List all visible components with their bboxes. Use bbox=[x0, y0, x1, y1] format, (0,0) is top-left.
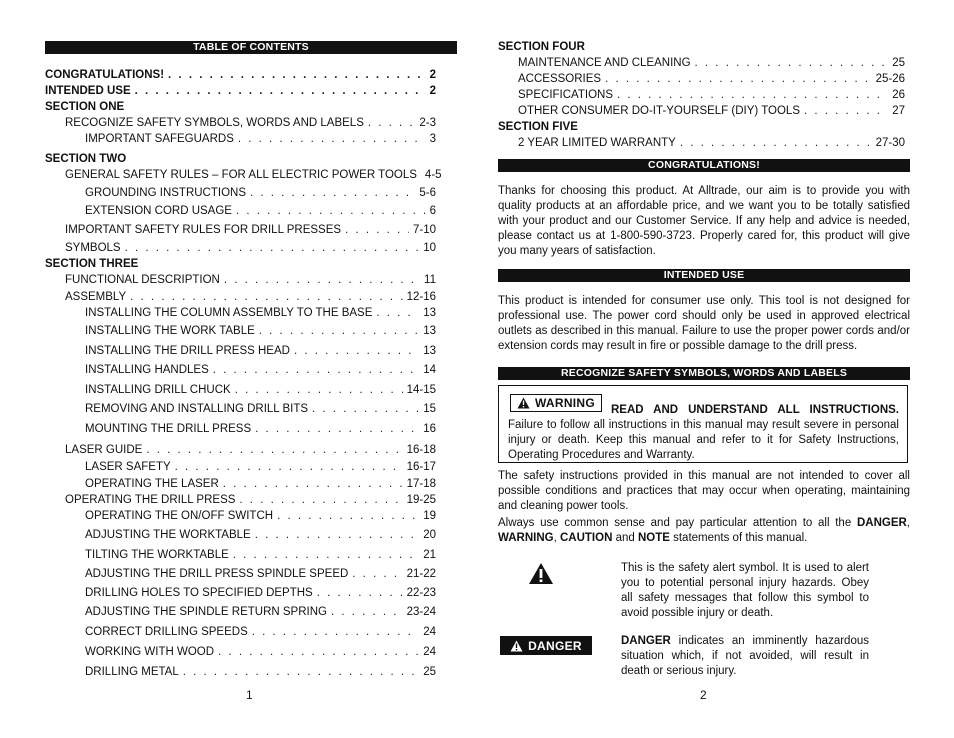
toc-leader-dots bbox=[259, 324, 419, 338]
toc-entry[interactable] bbox=[85, 383, 436, 397]
toc-entry-page: 27 bbox=[892, 105, 905, 117]
toc-entry-page: 25 bbox=[892, 57, 905, 69]
toc-leader-dots bbox=[125, 241, 420, 255]
toc-leader-dots bbox=[250, 186, 415, 200]
toc-entry-page: 14 bbox=[423, 364, 436, 376]
toc-entry-page: 13 bbox=[423, 325, 436, 337]
toc-entry-page: 7-10 bbox=[412, 224, 436, 236]
toc-entry-label: INSTALLING THE COLUMN ASSEMBLY TO THE BASE bbox=[85, 307, 373, 319]
toc-entry[interactable] bbox=[45, 84, 436, 98]
toc-entry[interactable] bbox=[85, 402, 436, 416]
toc-entry-label: OPERATING THE DRILL PRESS bbox=[65, 494, 236, 506]
toc-entry[interactable] bbox=[85, 645, 436, 659]
toc-leader-dots bbox=[130, 290, 402, 304]
toc-entry-page: 24 bbox=[423, 646, 436, 658]
toc-leader-dots bbox=[368, 116, 416, 130]
toc-entry[interactable] bbox=[65, 273, 436, 287]
toc-entry[interactable] bbox=[65, 493, 436, 507]
toc-leader-dots bbox=[294, 344, 419, 358]
toc-entry-page: 11 bbox=[424, 274, 436, 286]
toc-entry-page: 16-18 bbox=[406, 444, 436, 456]
toc-entry[interactable] bbox=[85, 306, 436, 320]
toc-entry[interactable] bbox=[65, 116, 436, 130]
toc-entry-page: 4-5 bbox=[424, 169, 442, 181]
toc-leader-dots bbox=[317, 586, 403, 600]
safety-text-1: The safety instructions provided in this manual are not intended to cover all possible conditions and practices that may occur when operating, maintaining and cleaning power tools. bbox=[498, 470, 910, 512]
toc-entry-page: 26 bbox=[892, 89, 905, 101]
toc-entry[interactable] bbox=[85, 422, 436, 436]
toc-entry[interactable] bbox=[85, 363, 436, 377]
alert-triangle-icon bbox=[510, 640, 523, 652]
toc-leader-dots bbox=[135, 84, 426, 98]
toc-entry-page: 15 bbox=[423, 403, 436, 415]
toc-leader-dots bbox=[146, 443, 402, 457]
toc-entry[interactable] bbox=[65, 241, 436, 255]
toc-entry-label: IMPORTANT SAFETY RULES FOR DRILL PRESSES bbox=[65, 224, 342, 236]
warning-body: Failure to follow all instructions in this manual may result severe in personal injury or death. Keep this manual and refer to it for Safety Instructions, Operating Procedures and Warranty. bbox=[508, 419, 899, 461]
toc-entry-label: OPERATING THE LASER bbox=[85, 478, 219, 490]
toc-entry[interactable] bbox=[45, 68, 436, 82]
toc-entry-page: 13 bbox=[423, 345, 436, 357]
toc-entry[interactable] bbox=[85, 625, 436, 639]
toc-entry[interactable] bbox=[65, 223, 436, 237]
toc-entry-page: 19-25 bbox=[406, 494, 436, 506]
toc-entry-label: IMPORTANT SAFEGUARDS bbox=[85, 133, 234, 145]
toc-leader-dots bbox=[252, 625, 419, 639]
toc-entry[interactable] bbox=[85, 586, 436, 600]
toc-entry[interactable] bbox=[85, 132, 436, 146]
toc-entry-label: GROUNDING INSTRUCTIONS bbox=[85, 187, 246, 199]
toc-leader-dots bbox=[331, 605, 403, 619]
toc-entry[interactable] bbox=[518, 72, 905, 86]
toc-entry[interactable] bbox=[85, 567, 436, 581]
alert-symbol-text: This is the safety alert symbol. It is used to alert you to potential personal injury hazards. Obey all safety messages that follow this symbol to avoid possible injury or death. bbox=[621, 562, 869, 619]
toc-entry-page: 2 bbox=[429, 85, 436, 97]
toc-leader-dots bbox=[183, 665, 419, 679]
toc-leader-dots bbox=[236, 204, 426, 218]
toc-entry-page: 2 bbox=[429, 69, 436, 81]
danger-badge-label: DANGER bbox=[528, 638, 582, 653]
toc-entry-label: LASER GUIDE bbox=[65, 444, 143, 456]
toc-entry-label: RECOGNIZE SAFETY SYMBOLS, WORDS AND LABELS bbox=[65, 117, 364, 129]
toc-entry-page: 13 bbox=[423, 307, 436, 319]
toc-entry-label: INSTALLING HANDLES bbox=[85, 364, 209, 376]
toc-entry-label: 2 YEAR LIMITED WARRANTY bbox=[518, 137, 676, 149]
toc-leader-dots bbox=[168, 68, 426, 82]
toc-entry[interactable] bbox=[85, 460, 436, 474]
toc-entry[interactable] bbox=[518, 56, 905, 70]
section-heading: SECTION THREE bbox=[45, 258, 139, 270]
toc-leader-dots bbox=[804, 104, 888, 118]
toc-entry[interactable] bbox=[518, 136, 905, 150]
toc-entry-page: 3 bbox=[429, 133, 436, 145]
toc-entry-label: SYMBOLS bbox=[65, 242, 121, 254]
toc-entry[interactable] bbox=[85, 186, 436, 200]
toc-entry-label: DRILLING HOLES TO SPECIFIED DEPTHS bbox=[85, 587, 313, 599]
toc-entry-page: 24 bbox=[423, 626, 436, 638]
toc-leader-dots bbox=[695, 56, 889, 70]
toc-entry[interactable] bbox=[85, 548, 436, 562]
intended-use-text: This product is intended for consumer use only. This tool is not designed for professional use. The power cord should only be used in approved electrical outlets as described in this manual. Failure to use the proper power cords and/or extension cords may result in fire or possible damage to the drill press. bbox=[498, 295, 910, 352]
toc-leader-dots bbox=[376, 306, 419, 320]
toc-entry-label: CONGRATULATIONS! bbox=[45, 69, 165, 81]
toc-leader-dots bbox=[239, 493, 402, 507]
toc-entry[interactable] bbox=[518, 104, 905, 118]
toc-entry-label: TILTING THE WORKTABLE bbox=[85, 549, 229, 561]
toc-leader-dots bbox=[277, 509, 419, 523]
toc-leader-dots bbox=[235, 383, 403, 397]
warning-bold: READ AND UNDERSTAND ALL INSTRUCTIONS. bbox=[611, 404, 899, 416]
toc-leader-dots bbox=[605, 72, 872, 86]
toc-leader-dots bbox=[175, 460, 403, 474]
toc-leader-dots bbox=[218, 645, 419, 659]
toc-entry-label: INTENDED USE bbox=[45, 85, 131, 97]
warning-badge-label: WARNING bbox=[534, 396, 596, 410]
toc-entry[interactable] bbox=[65, 443, 436, 457]
toc-leader-dots bbox=[255, 528, 419, 542]
toc-entry[interactable] bbox=[65, 290, 436, 304]
toc-entry[interactable] bbox=[85, 509, 436, 523]
section-heading: SECTION FOUR bbox=[498, 41, 585, 53]
toc-entry-label: INSTALLING THE DRILL PRESS HEAD bbox=[85, 345, 290, 357]
toc-entry-page: 25 bbox=[423, 666, 436, 678]
congratulations-header: CONGRATULATIONS! bbox=[498, 159, 910, 172]
toc-header: TABLE OF CONTENTS bbox=[45, 41, 457, 54]
toc-entry-page: 5-6 bbox=[419, 187, 436, 199]
toc-entry-page: 20 bbox=[423, 529, 436, 541]
toc-entry[interactable] bbox=[85, 605, 436, 619]
section-heading: SECTION FIVE bbox=[498, 121, 578, 133]
toc-leader-dots bbox=[255, 422, 419, 436]
toc-entry-label: ACCESSORIES bbox=[518, 73, 602, 85]
toc-entry-label: ADJUSTING THE SPINDLE RETURN SPRING bbox=[85, 606, 327, 618]
toc-leader-dots bbox=[223, 477, 403, 491]
toc-entry-label: CORRECT DRILLING SPEEDS bbox=[85, 626, 248, 638]
congratulations-text: Thanks for choosing this product. At Alltrade, our aim is to provide you with quality products at an affordable price, and we want you to be totally satisfied with your product and our Customer Service. If any help and advice is needed, please contact us at 1-800-590-3723. Properly cared for, this product will give you many years of satisfaction. bbox=[498, 185, 910, 257]
toc-entry[interactable] bbox=[85, 665, 436, 679]
toc-leader-dots bbox=[352, 567, 402, 581]
toc-entry-page: 6 bbox=[429, 205, 436, 217]
toc-entry-label: INSTALLING DRILL CHUCK bbox=[85, 384, 231, 396]
toc-entry-page: 19 bbox=[423, 510, 436, 522]
danger-text: DANGER indicates an imminently hazardous situation which, if not avoided, will result in death or serious injury. bbox=[621, 635, 869, 677]
toc-entry-page: 14-15 bbox=[406, 384, 436, 396]
safety-text-2: Always use common sense and pay particular attention to all the DANGER, WARNING, CAUTION and NOTE statements of this manual. bbox=[498, 517, 910, 544]
toc-entry-label: WORKING WITH WOOD bbox=[85, 646, 215, 658]
toc-leader-dots bbox=[233, 548, 419, 562]
toc-entry-page: 16 bbox=[423, 423, 436, 435]
toc-entry[interactable] bbox=[85, 477, 436, 491]
toc-entry-label: OTHER CONSUMER DO-IT-YOURSELF (DIY) TOOLS bbox=[518, 105, 800, 117]
toc-leader-dots bbox=[617, 88, 888, 102]
toc-entry-label: OPERATING THE ON/OFF SWITCH bbox=[85, 510, 274, 522]
toc-entry-label: ASSEMBLY bbox=[65, 291, 127, 303]
toc-entry-page: 22-23 bbox=[406, 587, 436, 599]
toc-entry[interactable] bbox=[85, 528, 436, 542]
toc-leader-dots bbox=[238, 132, 426, 146]
toc-entry-label: REMOVING AND INSTALLING DRILL BITS bbox=[85, 403, 309, 415]
intended-use-header: INTENDED USE bbox=[498, 269, 910, 282]
toc-entry-label: INSTALLING THE WORK TABLE bbox=[85, 325, 255, 337]
toc-entry-page: 27-30 bbox=[875, 137, 905, 149]
toc-entry-label: MAINTENANCE AND CLEANING bbox=[518, 57, 691, 69]
section-heading: SECTION TWO bbox=[45, 153, 127, 165]
toc-entry-label: MOUNTING THE DRILL PRESS bbox=[85, 423, 252, 435]
toc-leader-dots bbox=[345, 223, 409, 237]
toc-entry-page: 25-26 bbox=[875, 73, 905, 85]
toc-entry-page: 16-17 bbox=[406, 461, 436, 473]
toc-entry-label: ADJUSTING THE DRILL PRESS SPINDLE SPEED bbox=[85, 568, 349, 580]
toc-entry[interactable] bbox=[85, 324, 436, 338]
toc-entry-page: 10 bbox=[423, 242, 436, 254]
toc-entry-label: ADJUSTING THE WORKTABLE bbox=[85, 529, 251, 541]
toc-entry-label: LASER SAFETY bbox=[85, 461, 171, 473]
toc-entry-label: FUNCTIONAL DESCRIPTION bbox=[65, 274, 220, 286]
page-number-left: 1 bbox=[246, 688, 253, 702]
toc-entry-page: 21-22 bbox=[406, 568, 436, 580]
toc-entry-page: 2-3 bbox=[419, 117, 436, 129]
toc-entry-page: 21 bbox=[423, 549, 436, 561]
safety-symbols-header: RECOGNIZE SAFETY SYMBOLS, WORDS AND LABELS bbox=[498, 367, 910, 380]
toc-entry-label: SPECIFICATIONS bbox=[518, 89, 613, 101]
toc-leader-dots bbox=[224, 273, 420, 287]
section-heading: SECTION ONE bbox=[45, 101, 125, 113]
toc-entry-page: 23-24 bbox=[406, 606, 436, 618]
danger-badge bbox=[500, 636, 592, 655]
page-number-right: 2 bbox=[700, 688, 707, 702]
toc-entry[interactable] bbox=[518, 88, 905, 102]
toc-entry[interactable] bbox=[65, 168, 442, 182]
safety-alert-symbol-icon bbox=[528, 562, 554, 585]
toc-leader-dots bbox=[680, 136, 872, 150]
toc-entry[interactable] bbox=[85, 204, 436, 218]
toc-leader-dots bbox=[312, 402, 419, 416]
toc-entry-label: GENERAL SAFETY RULES – FOR ALL ELECTRIC POWER TOOLS bbox=[65, 169, 417, 181]
warning-text bbox=[508, 403, 899, 463]
toc-leader-dots bbox=[213, 363, 419, 377]
toc-entry-label: DRILLING METAL bbox=[85, 666, 179, 678]
toc-entry-label: EXTENSION CORD USAGE bbox=[85, 205, 232, 217]
toc-entry[interactable] bbox=[85, 344, 436, 358]
toc-entry-page: 12-16 bbox=[406, 291, 436, 303]
toc-entry-page: 17-18 bbox=[406, 478, 436, 490]
